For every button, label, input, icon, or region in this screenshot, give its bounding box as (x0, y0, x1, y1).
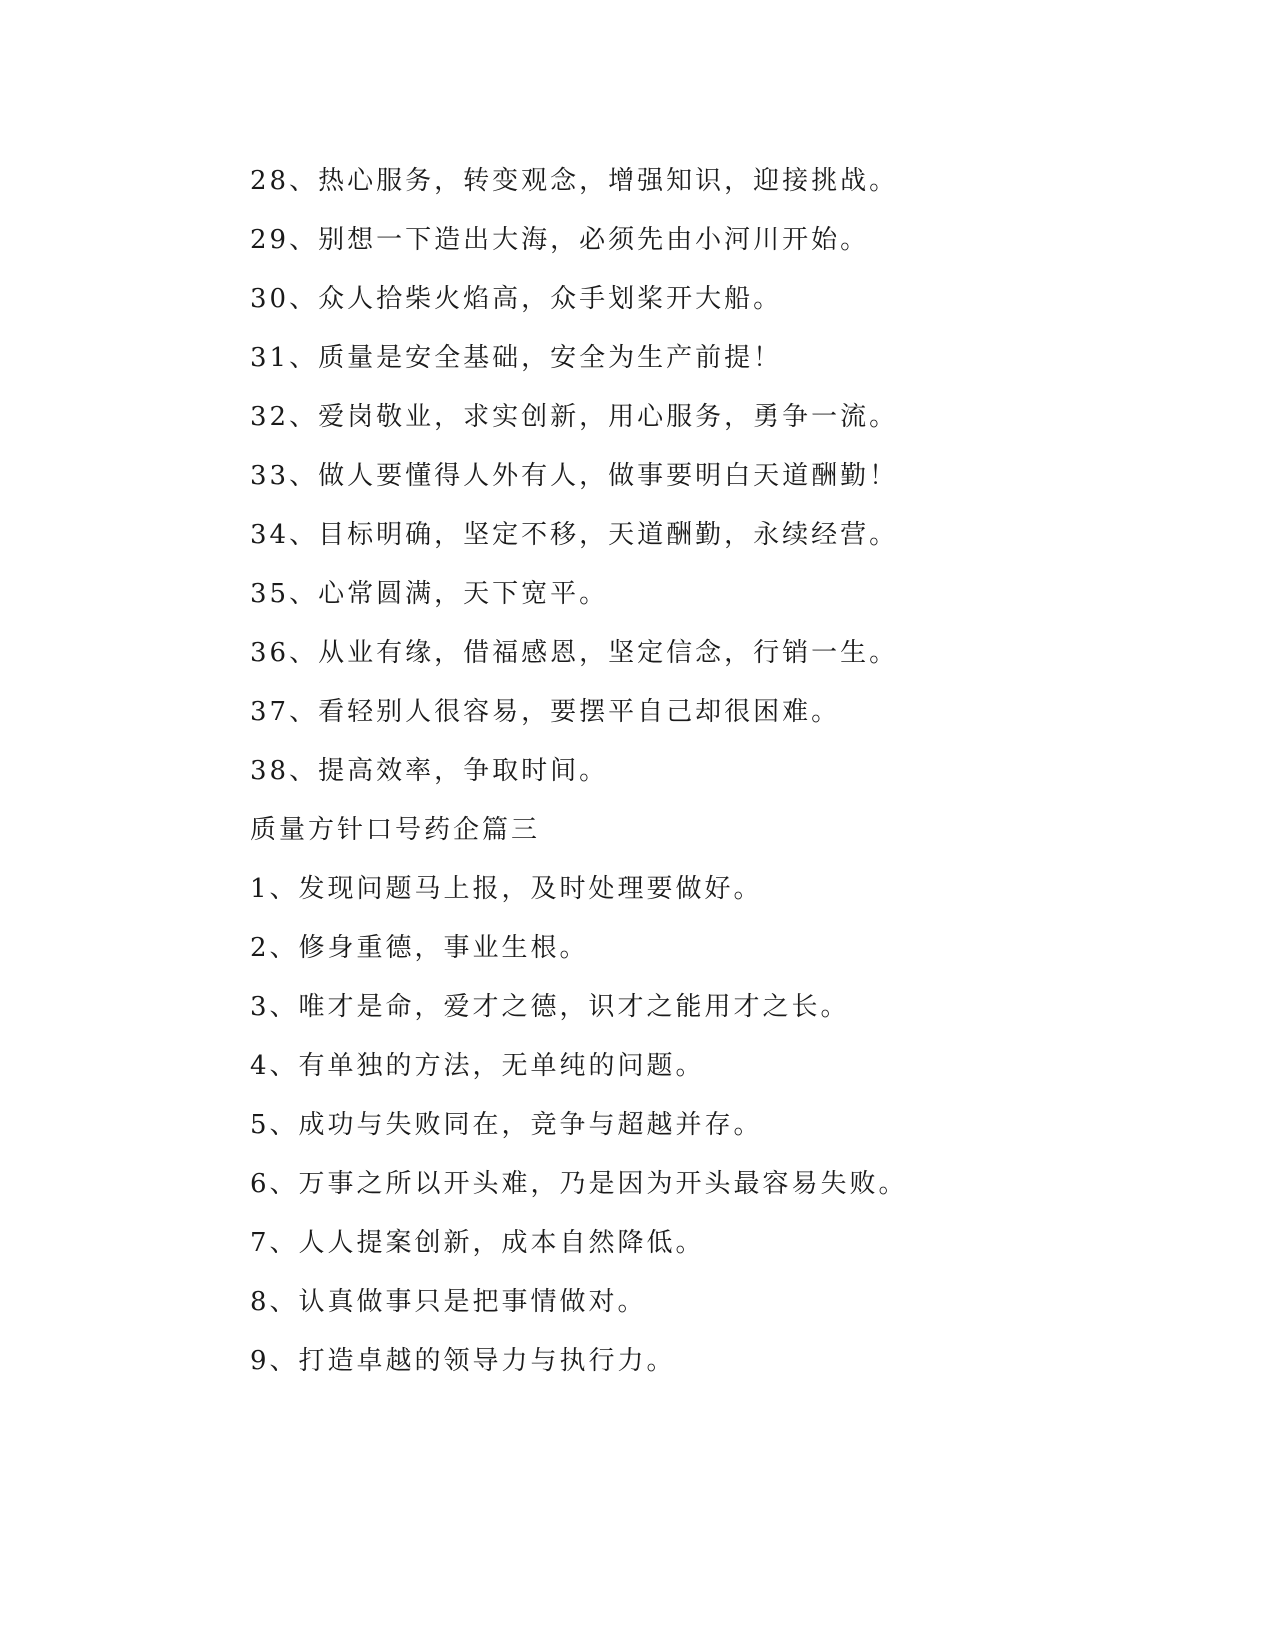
list-item: 8、认真做事只是把事情做对。 (250, 1287, 647, 1317)
list-item: 28、热心服务，转变观念，增强知识，迎接挑战。 (250, 166, 899, 196)
list-item: 37、看轻别人很容易，要摆平自己却很困难。 (250, 697, 841, 727)
list-item: 31、质量是安全基础，安全为生产前提！ (250, 343, 783, 373)
list-item: 5、成功与失败同在，竞争与超越并存。 (250, 1110, 763, 1140)
list-item: 3、唯才是命，爱才之德，识才之能用才之长。 (250, 992, 850, 1022)
list-item: 6、万事之所以开头难，乃是因为开头最容易失败。 (250, 1169, 908, 1199)
list-item: 4、有单独的方法，无单纯的问题。 (250, 1051, 705, 1081)
list-item: 7、人人提案创新，成本自然降低。 (250, 1228, 705, 1258)
list-item: 29、别想一下造出大海，必须先由小河川开始。 (250, 225, 870, 255)
list-item: 2、修身重德，事业生根。 (250, 933, 589, 963)
list-item: 32、爱岗敬业，求实创新，用心服务，勇争一流。 (250, 402, 899, 432)
list-item: 33、做人要懂得人外有人，做事要明白天道酬勤！ (250, 461, 899, 491)
list-item: 35、心常圆满，天下宽平。 (250, 579, 609, 609)
list-item: 34、目标明确，坚定不移，天道酬勤，永续经营。 (250, 520, 899, 550)
list-item: 1、发现问题马上报，及时处理要做好。 (250, 874, 763, 904)
list-item: 36、从业有缘，借福感恩，坚定信念，行销一生。 (250, 638, 899, 668)
list-item: 38、提高效率，争取时间。 (250, 756, 609, 786)
section-heading: 质量方针口号药企篇三 (250, 815, 541, 845)
list-item: 9、打造卓越的领导力与执行力。 (250, 1346, 676, 1376)
list-item: 30、众人拾柴火焰高，众手划桨开大船。 (250, 284, 783, 314)
document-body (250, 160, 1150, 1399)
